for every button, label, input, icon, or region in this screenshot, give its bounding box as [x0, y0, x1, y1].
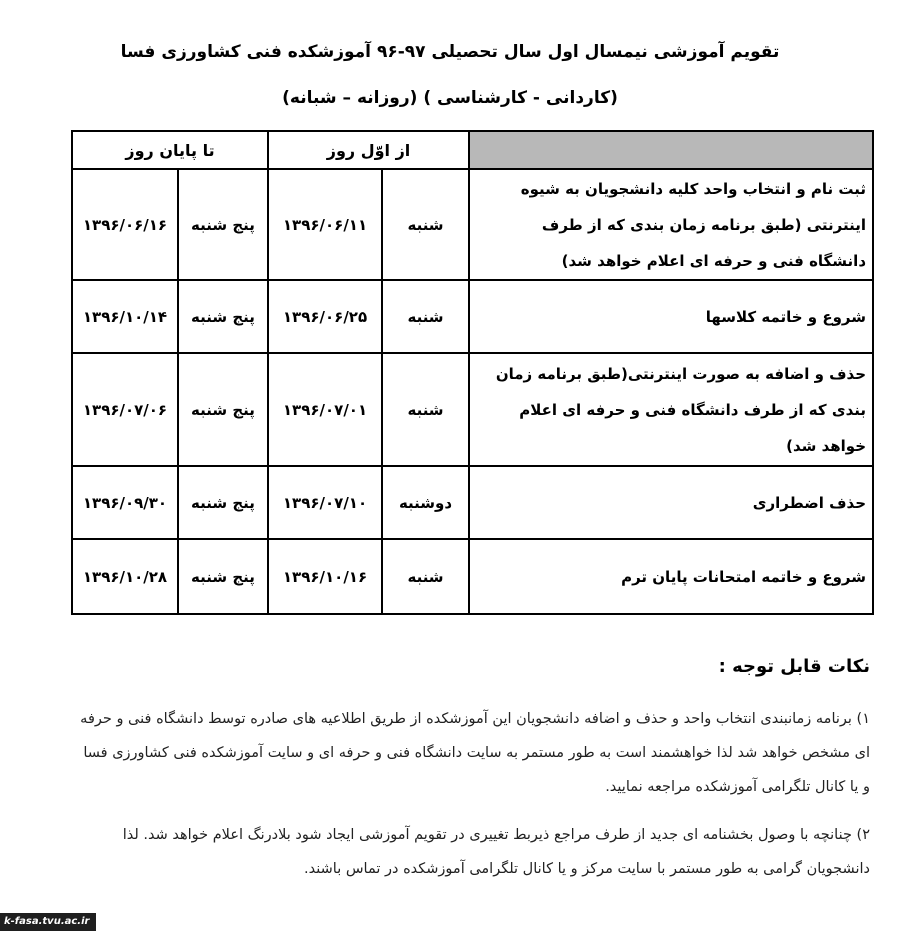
- header-start: از اوّل روز: [268, 131, 469, 169]
- table-row: [72, 353, 873, 466]
- start-date: ۱۳۹۶/۰۶/۲۵: [268, 280, 382, 353]
- end-date: ۱۳۹۶/۰۶/۱۶: [72, 169, 178, 280]
- event-description: [469, 539, 873, 614]
- start-day: شنبه: [382, 353, 469, 466]
- note-item: ۱) برنامه زمانبندی انتخاب واحد و حذف و اضافه دانشجویان این آموزشکده از طریق اطلاعیه های صادره توسط دانشگاه فنی و حرفه ای مشخص خواهد شد لذا خواهشمند است به طور مستمر به سایت دانشگاه فنی و حرفه ای و سایت آموزشکده فنی کشاورزی فسا و یا کانال تلگرامی آموزشکده مراجعه نمایید.: [80, 711, 870, 795]
- start-day: شنبه: [382, 169, 469, 280]
- description-line: دانشگاه فنی و حرفه ای اعلام خواهد شد): [561, 251, 867, 270]
- description-line: حذف اضطراری: [752, 493, 867, 512]
- start-date: ۱۳۹۶/۰۶/۱۱: [268, 169, 382, 280]
- end-day: پنج شنبه: [178, 353, 268, 466]
- notes-heading: نکات قابل توجه :: [718, 656, 870, 677]
- event-description: [469, 466, 873, 539]
- end-date: ۱۳۹۶/۰۹/۳۰: [72, 466, 178, 539]
- start-day: شنبه: [382, 539, 469, 614]
- end-day: پنج شنبه: [178, 539, 268, 614]
- header-end: تا پایان روز: [72, 131, 268, 169]
- end-date: ۱۳۹۶/۱۰/۲۸: [72, 539, 178, 614]
- table-row: [72, 539, 873, 614]
- end-day: پنج شنبه: [178, 280, 268, 353]
- document-subtitle: (کاردانی - کارشناسی ) (روزانه – شبانه): [282, 88, 618, 108]
- end-day: پنج شنبه: [178, 466, 268, 539]
- note-item: ۲) چنانچه با وصول بخشنامه ای جدید از طرف مراجع ذیربط تغییری در تقویم آموزشی ایجاد شود بلادرنگ اعلام خواهد شد. لذا دانشجویان گرامی به طور مستمر با سایت مرکز و یا کانال تلگرامی آموزشکده در تماس باشند.: [122, 827, 870, 877]
- table-body: [72, 169, 873, 614]
- header-blank-cell: [469, 131, 873, 169]
- end-day: پنج شنبه: [178, 169, 268, 280]
- description-line: خواهد شد): [786, 436, 867, 455]
- start-date: ۱۳۹۶/۱۰/۱۶: [268, 539, 382, 614]
- start-date: ۱۳۹۶/۰۷/۰۱: [268, 353, 382, 466]
- table-row: [72, 280, 873, 353]
- end-date: ۱۳۹۶/۱۰/۱۴: [72, 280, 178, 353]
- description-line: ثبت نام و انتخاب واحد کلیه دانشجویان به شیوه: [520, 179, 867, 198]
- table-header-row: [72, 131, 873, 169]
- site-watermark[interactable]: k-fasa.tvu.ac.ir: [0, 913, 96, 931]
- table-row: [72, 466, 873, 539]
- start-day: دوشنبه: [382, 466, 469, 539]
- description-line: شروع و خاتمه کلاسها: [705, 307, 867, 326]
- academic-calendar-table: [71, 130, 874, 615]
- description-line: بندی که از طرف دانشگاه فنی و حرفه ای اعلام: [519, 400, 867, 419]
- document-title: تقویم آموزشی نیمسال اول سال تحصیلی ۹۷-۹۶ آموزشکده فنی کشاورزی فسا: [120, 42, 780, 62]
- table-row: [72, 169, 873, 280]
- description-line: اینترنتی (طبق برنامه زمان بندی که از طرف: [541, 215, 867, 234]
- start-day: شنبه: [382, 280, 469, 353]
- event-description: [469, 280, 873, 353]
- description-line: حذف و اضافه به صورت اینترنتی(طبق برنامه زمان: [495, 364, 867, 383]
- description-line: شروع و خاتمه امتحانات پایان ترم: [621, 567, 867, 586]
- event-description: [469, 169, 873, 280]
- end-date: ۱۳۹۶/۰۷/۰۶: [72, 353, 178, 466]
- start-date: ۱۳۹۶/۰۷/۱۰: [268, 466, 382, 539]
- event-description: [469, 353, 873, 466]
